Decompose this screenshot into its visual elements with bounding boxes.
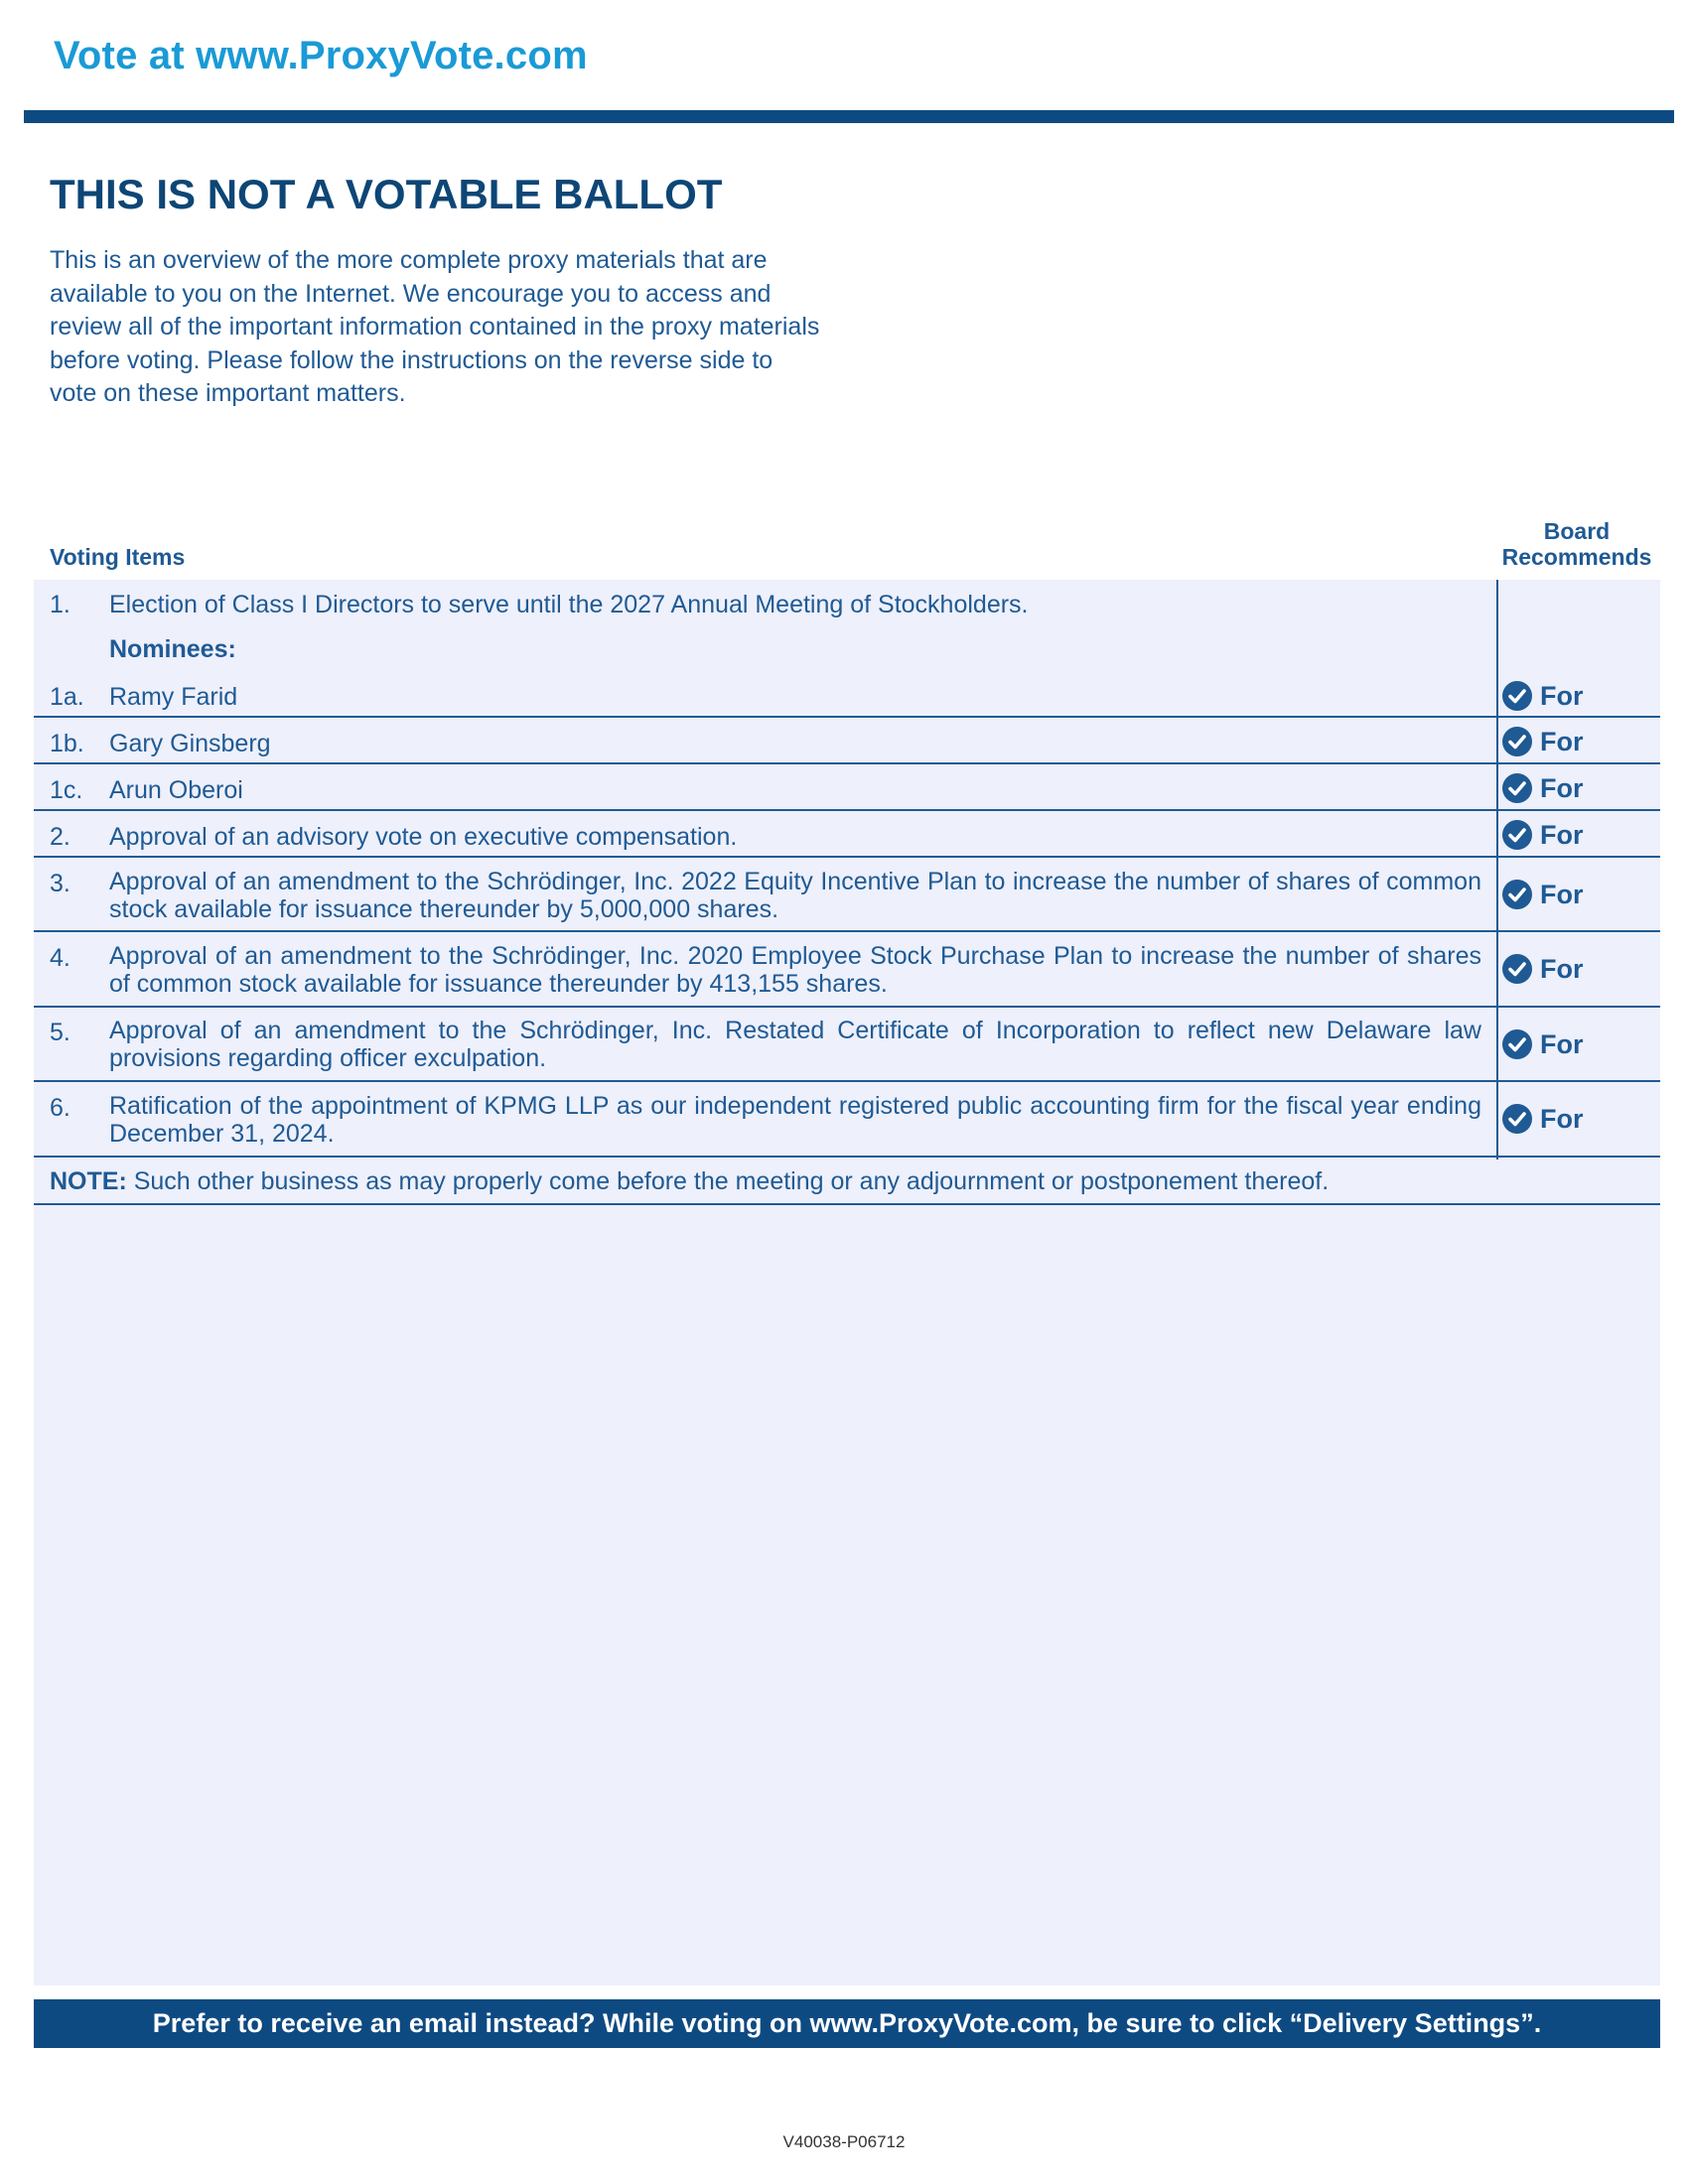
recommendation (1501, 878, 1584, 911)
voting-items-header: Voting Items (50, 544, 186, 570)
document-code: V40038-P06712 (782, 2132, 906, 2151)
banner-text: Prefer to receive an email instead? While voting on www.ProxyVote.com, be sure to click “Delivery Settings”. (152, 2008, 1542, 2038)
check-circle-icon (1501, 1103, 1533, 1135)
recommendation (1501, 771, 1584, 805)
row-divider (34, 1203, 1660, 1205)
recommendation (1501, 725, 1584, 758)
item-text: Approval of an advisory vote on executive compensation. (109, 823, 738, 851)
recommendation-label: For (1540, 819, 1584, 850)
item-text: Approval of an amendment to the Schrödinger, Inc. 2020 Employee Stock Purchase Plan to increase the number of shares of common stock available for issuance thereunder by 413,155 shares. (109, 942, 1481, 998)
row-divider (34, 1006, 1660, 1008)
item-number: 6. (50, 1094, 70, 1122)
check-circle-icon (1501, 726, 1533, 757)
item-number: 1c. (50, 776, 83, 804)
item-number: 1. (50, 591, 70, 618)
page-title: THIS IS NOT A VOTABLE BALLOT (50, 171, 723, 217)
vote-link[interactable]: Vote at www.ProxyVote.com (54, 34, 588, 77)
check-circle-icon (1501, 879, 1533, 910)
check-circle-icon (1501, 680, 1533, 712)
recommendation (1501, 1102, 1584, 1136)
intro-paragraph: This is an overview of the more complete proxy materials that are available to you on the Internet. We encourage you to access and review all of the important information contained in the proxy materials before voting. Please follow the instructions on the reverse side to vote on these important matters. (50, 246, 820, 407)
board-recommends-line1: Board (1543, 518, 1611, 544)
recommendation-label: For (1540, 1028, 1584, 1059)
item-number: 5. (50, 1019, 70, 1046)
item-number: 1b. (50, 730, 84, 757)
board-recommends-line2: Recommends (1501, 544, 1652, 570)
recommendation-label: For (1540, 680, 1584, 711)
row-divider (34, 930, 1660, 932)
item-text: Ratification of the appointment of KPMG LLP as our independent registered public accounting firm for the fiscal year ending December 31, 2024. (109, 1092, 1481, 1148)
row-divider (34, 1156, 1660, 1158)
item-number: 3. (50, 870, 70, 897)
recommendation (1501, 1027, 1584, 1061)
nominees-label: Nominees: (109, 635, 236, 663)
item-text: Approval of an amendment to the Schrödinger, Inc. Restated Certificate of Incorporation to reflect new Delaware law provisions regarding officer exculpation. (109, 1017, 1481, 1072)
item-text: Ramy Farid (109, 683, 238, 711)
item-number: 4. (50, 944, 70, 972)
check-circle-icon (1501, 772, 1533, 804)
recommendation-label: For (1540, 772, 1584, 803)
recommendation-label: For (1540, 1103, 1584, 1134)
item-number: 1a. (50, 683, 84, 711)
recommendation (1501, 679, 1584, 713)
column-divider (1496, 580, 1498, 1160)
check-circle-icon (1501, 1028, 1533, 1060)
item-text: Gary Ginsberg (109, 730, 271, 757)
note (50, 1167, 1329, 1196)
check-circle-icon (1501, 819, 1533, 851)
row-divider (34, 856, 1660, 858)
item-text: Approval of an amendment to the Schrödinger, Inc. 2022 Equity Incentive Plan to increase the number of shares of common stock available for issuance thereunder by 5,000,000 shares. (109, 868, 1481, 923)
recommendation (1501, 818, 1584, 852)
row-divider (34, 762, 1660, 764)
item-text: Arun Oberoi (109, 776, 243, 804)
check-circle-icon (1501, 953, 1533, 985)
row-divider (34, 716, 1660, 718)
recommendation-label: For (1540, 726, 1584, 756)
board-recommends-header (1493, 518, 1660, 570)
header-rule (24, 110, 1674, 123)
row-divider (34, 809, 1660, 811)
recommendation-label: For (1540, 879, 1584, 909)
recommendation (1501, 952, 1584, 986)
note-label: NOTE: (50, 1167, 127, 1195)
item-number: 2. (50, 823, 70, 851)
delivery-settings-banner (34, 1999, 1660, 2048)
row-divider (34, 1080, 1660, 1082)
note-text: Such other business as may properly come before the meeting or any adjournment or postponement thereof. (126, 1167, 1330, 1195)
item-text: Election of Class I Directors to serve until the 2027 Annual Meeting of Stockholders. (109, 591, 1029, 618)
recommendation-label: For (1540, 953, 1584, 984)
